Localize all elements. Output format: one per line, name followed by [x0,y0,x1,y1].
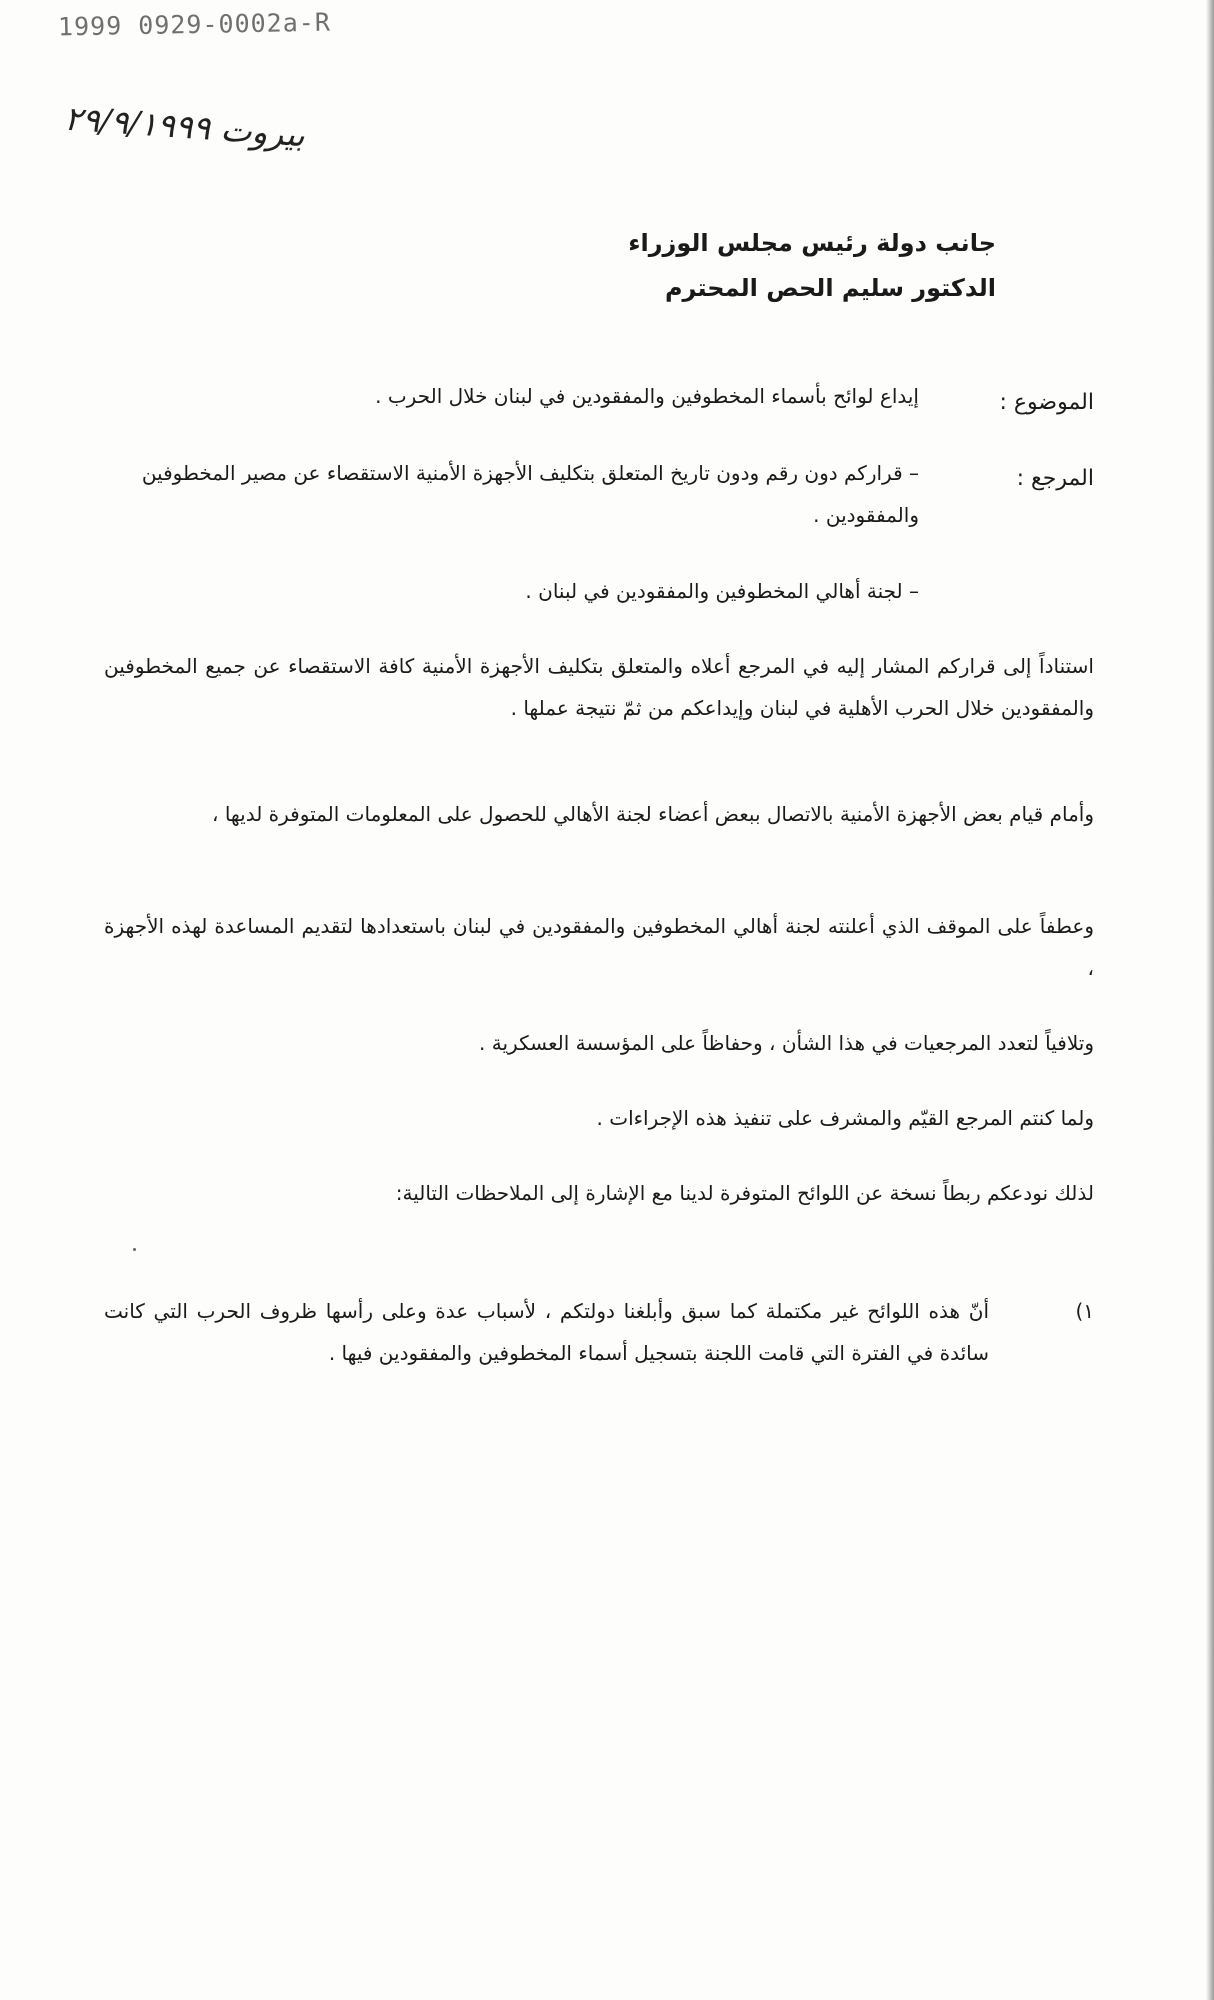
archive-reference-number: 1999 0929-0002a-R [57,7,332,42]
paragraph-4: وتلافياً لتعدد المرجعيات في هذا الشأن ، وحفاظاً على المؤسسة العسكرية . [479,1031,1094,1055]
reference-label: المرجع : [1016,466,1094,491]
reference-item-2: – لجنة أهالي المخطوفين والمفقودين في لبنان . [525,579,919,603]
note-text: أنّ هذه اللوائح غير مكتملة كما سبق وأبلغنا دولتكم ، لأسباب عدة وعلى رأسها ظروف الحرب التي كانت سائدة في الفترة التي قامت اللجنة بتسجيل أسماء المخطوفين والمفقودين فيها . [104,1299,989,1365]
paragraph-2: وأمام قيام بعض الأجهزة الأمنية بالاتصال ببعض أعضاء لجنة الأهالي للحصول على المعلومات المتوفرة لديها ، [212,802,1094,826]
handwritten-place-date: بيروت ٢٩/٩/١٩٩٩ [63,98,307,155]
paragraph-1: استناداً إلى قراركم المشار إليه في المرجع أعلاه والمتعلق بتكليف الأجهزة الأمنية كافة الاستقصاء عن جميع المخطوفين والمفقودين خلال الحرب الأهلية في لبنان وإيداعكم من ثمّ نتيجة عملها . [104,654,1094,720]
addressee-line-1: جانب دولة رئيس مجلس الوزراء [628,229,996,257]
reference-item-1: – قراركم دون رقم ودون تاريخ المتعلق بتكليف الأجهزة الأمنية الاستقصاء عن مصير المخطوفين والمفقودين . [141,461,919,527]
note-number: ١) [1075,1299,1094,1323]
paragraph-5: ولما كنتم المرجع القيّم والمشرف على تنفيذ هذه الإجراءات . [596,1106,1094,1130]
subject-text: إيداع لوائح بأسماء المخطوفين والمفقودين في لبنان خلال الحرب . [375,384,919,408]
paragraph-6: لذلك نودعكم ربطاً نسخة عن اللوائح المتوفرة لدينا مع الإشارة إلى الملاحظات التالية: [395,1181,1094,1205]
stray-mark [133,1248,136,1251]
paper-edge-shadow [1206,0,1214,2000]
addressee-line-2: الدكتور سليم الحص المحترم [664,274,996,302]
subject-label: الموضوع : [999,390,1094,415]
paragraph-3: وعطفاً على الموقف الذي أعلنته لجنة أهالي المخطوفين والمفقودين في لبنان باستعدادها لتقديم المساعدة لهذه الأجهزة ، [104,914,1094,980]
